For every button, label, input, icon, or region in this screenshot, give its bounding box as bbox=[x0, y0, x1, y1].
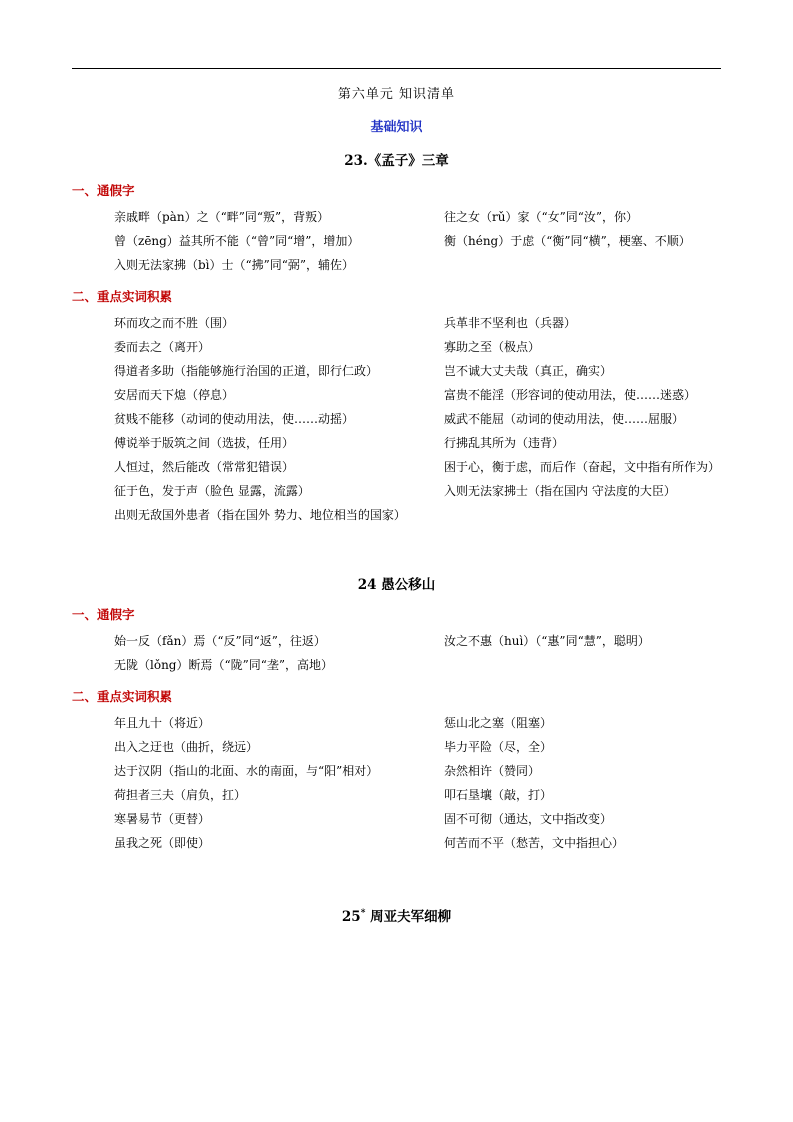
lesson-star-marker: * bbox=[360, 908, 366, 919]
entry-text: 兵革非不坚利也（兵器） bbox=[444, 316, 577, 330]
entry-text bbox=[406, 503, 721, 527]
entry-row bbox=[72, 335, 721, 359]
entry-list-tongjiazi-24 bbox=[72, 629, 721, 677]
entry-row bbox=[72, 205, 721, 229]
entry-row bbox=[72, 735, 721, 759]
entry-row bbox=[72, 503, 721, 527]
entry-text: 寒暑易节（更替） bbox=[114, 812, 211, 826]
entry-list-tongjiazi-23 bbox=[72, 205, 721, 277]
entry-text: 寡助之至（极点） bbox=[444, 340, 541, 354]
entry-row bbox=[72, 759, 721, 783]
entry-text: 汝之不惠（huì）（“惠”同“慧”，聪明） bbox=[444, 634, 650, 648]
entry-text: 环而攻之而不胜（围） bbox=[114, 316, 235, 330]
entry-row bbox=[72, 783, 721, 807]
entry-text: 入则无法家拂士（指在国内 守法度的大臣） bbox=[444, 484, 676, 498]
entry-text: 始一反（fǎn）焉（“反”同“返”，往返） bbox=[114, 634, 326, 648]
category-heading-tongjiazi-23: 一、通假字 bbox=[72, 183, 135, 198]
entry-text: 委而去之（离开） bbox=[114, 340, 211, 354]
entry-row bbox=[72, 311, 721, 335]
entry-text: 行拂乱其所为（违背） bbox=[444, 436, 565, 450]
entry-row bbox=[72, 479, 721, 503]
entry-text: 虽我之死（即使） bbox=[114, 836, 211, 850]
entry-text: 困于心，衡于虑，而后作（奋起，文中指有所作为） bbox=[444, 460, 721, 474]
entry-text: 达于汉阴（指山的北面、水的南面，与“阳”相对） bbox=[114, 764, 379, 778]
entry-text: 征于色，发于声（脸色 显露，流露） bbox=[114, 484, 310, 498]
entry-text: 岂不诚大丈夫哉（真正，确实） bbox=[444, 364, 613, 378]
entry-text: 惩山北之塞（阻塞） bbox=[444, 716, 553, 730]
entry-text: 杂然相许（赞同） bbox=[444, 764, 541, 778]
entry-text: 出入之迂也（曲折，绕远） bbox=[114, 740, 259, 754]
entry-text: 无陇（lǒng）断焉（“陇”同“垄”，高地） bbox=[114, 658, 334, 672]
category-heading-shici-23: 二、重点实词积累 bbox=[72, 289, 173, 304]
entry-text: 何苦而不平（愁苦，文中指担心） bbox=[444, 836, 625, 850]
entry-text: 曾（zēng）益其所不能（“曾”同“增”，增加） bbox=[114, 234, 360, 248]
entry-text: 威武不能屈（动词的使动用法，使……屈服） bbox=[444, 412, 685, 426]
entry-text: 富贵不能淫（形容词的使动用法，使……迷惑） bbox=[444, 388, 697, 402]
entry-text: 荷担者三夫（肩负，扛） bbox=[114, 788, 247, 802]
entry-text: 年且九十（将近） bbox=[114, 716, 211, 730]
lesson-title-25 bbox=[72, 905, 721, 925]
entry-text: 傅说举于版筑之间（选拔，任用） bbox=[114, 436, 295, 450]
entry-list-shici-23 bbox=[72, 311, 721, 527]
entry-text: 叩石垦壤（敲，打） bbox=[444, 788, 553, 802]
lesson-title-23: 23.《孟子》三章 bbox=[344, 153, 449, 169]
entry-text: 人恒过，然后能改（常常犯错误） bbox=[114, 460, 295, 474]
entry-row bbox=[72, 407, 721, 431]
entry-text: 毕力平险（尽，全） bbox=[444, 740, 553, 754]
entry-row bbox=[72, 831, 721, 855]
entry-text: 出则无敌国外患者（指在国外 势力、地位相当的国家） bbox=[114, 508, 406, 522]
entry-text: 往之女（rǔ）家（“女”同“汝”，你） bbox=[444, 210, 639, 224]
entry-list-shici-24 bbox=[72, 711, 721, 855]
entry-text: 固不可彻（通达，文中指改变） bbox=[444, 812, 613, 826]
entry-text bbox=[444, 653, 721, 677]
entry-text: 衡（héng）于虑（“衡”同“横”，梗塞、不顺） bbox=[444, 234, 691, 248]
lesson-name: 周亚夫军细柳 bbox=[365, 909, 452, 925]
entry-text: 入则无法家拂（bì）士（“拂”同“弼”，辅佐） bbox=[114, 258, 355, 272]
entry-row bbox=[72, 455, 721, 479]
entry-text: 得道者多助（指能够施行治国的正道，即行仁政） bbox=[114, 364, 379, 378]
entry-row bbox=[72, 629, 721, 653]
entry-text: 亲戚畔（pàn）之（“畔”同“叛”，背叛） bbox=[114, 210, 330, 224]
lesson-title-24: 24 愚公移山 bbox=[357, 577, 436, 593]
entry-row bbox=[72, 359, 721, 383]
entry-text: 安居而天下熄（停息） bbox=[114, 388, 235, 402]
entry-row bbox=[72, 383, 721, 407]
entry-row bbox=[72, 431, 721, 455]
page-title: 第六单元 知识清单 bbox=[337, 87, 456, 102]
category-heading-tongjiazi-24: 一、通假字 bbox=[72, 607, 135, 622]
entry-row bbox=[72, 253, 721, 277]
entry-text: 贫贱不能移（动词的使动用法，使……动摇） bbox=[114, 412, 355, 426]
header-divider bbox=[72, 68, 721, 69]
category-heading-shici-24: 二、重点实词积累 bbox=[72, 689, 173, 704]
entry-text bbox=[444, 253, 721, 277]
entry-row bbox=[72, 807, 721, 831]
lesson-number: 25 bbox=[341, 909, 361, 925]
entry-row bbox=[72, 653, 721, 677]
entry-row bbox=[72, 711, 721, 735]
section-heading-basic-knowledge: 基础知识 bbox=[370, 120, 423, 135]
entry-row bbox=[72, 229, 721, 253]
